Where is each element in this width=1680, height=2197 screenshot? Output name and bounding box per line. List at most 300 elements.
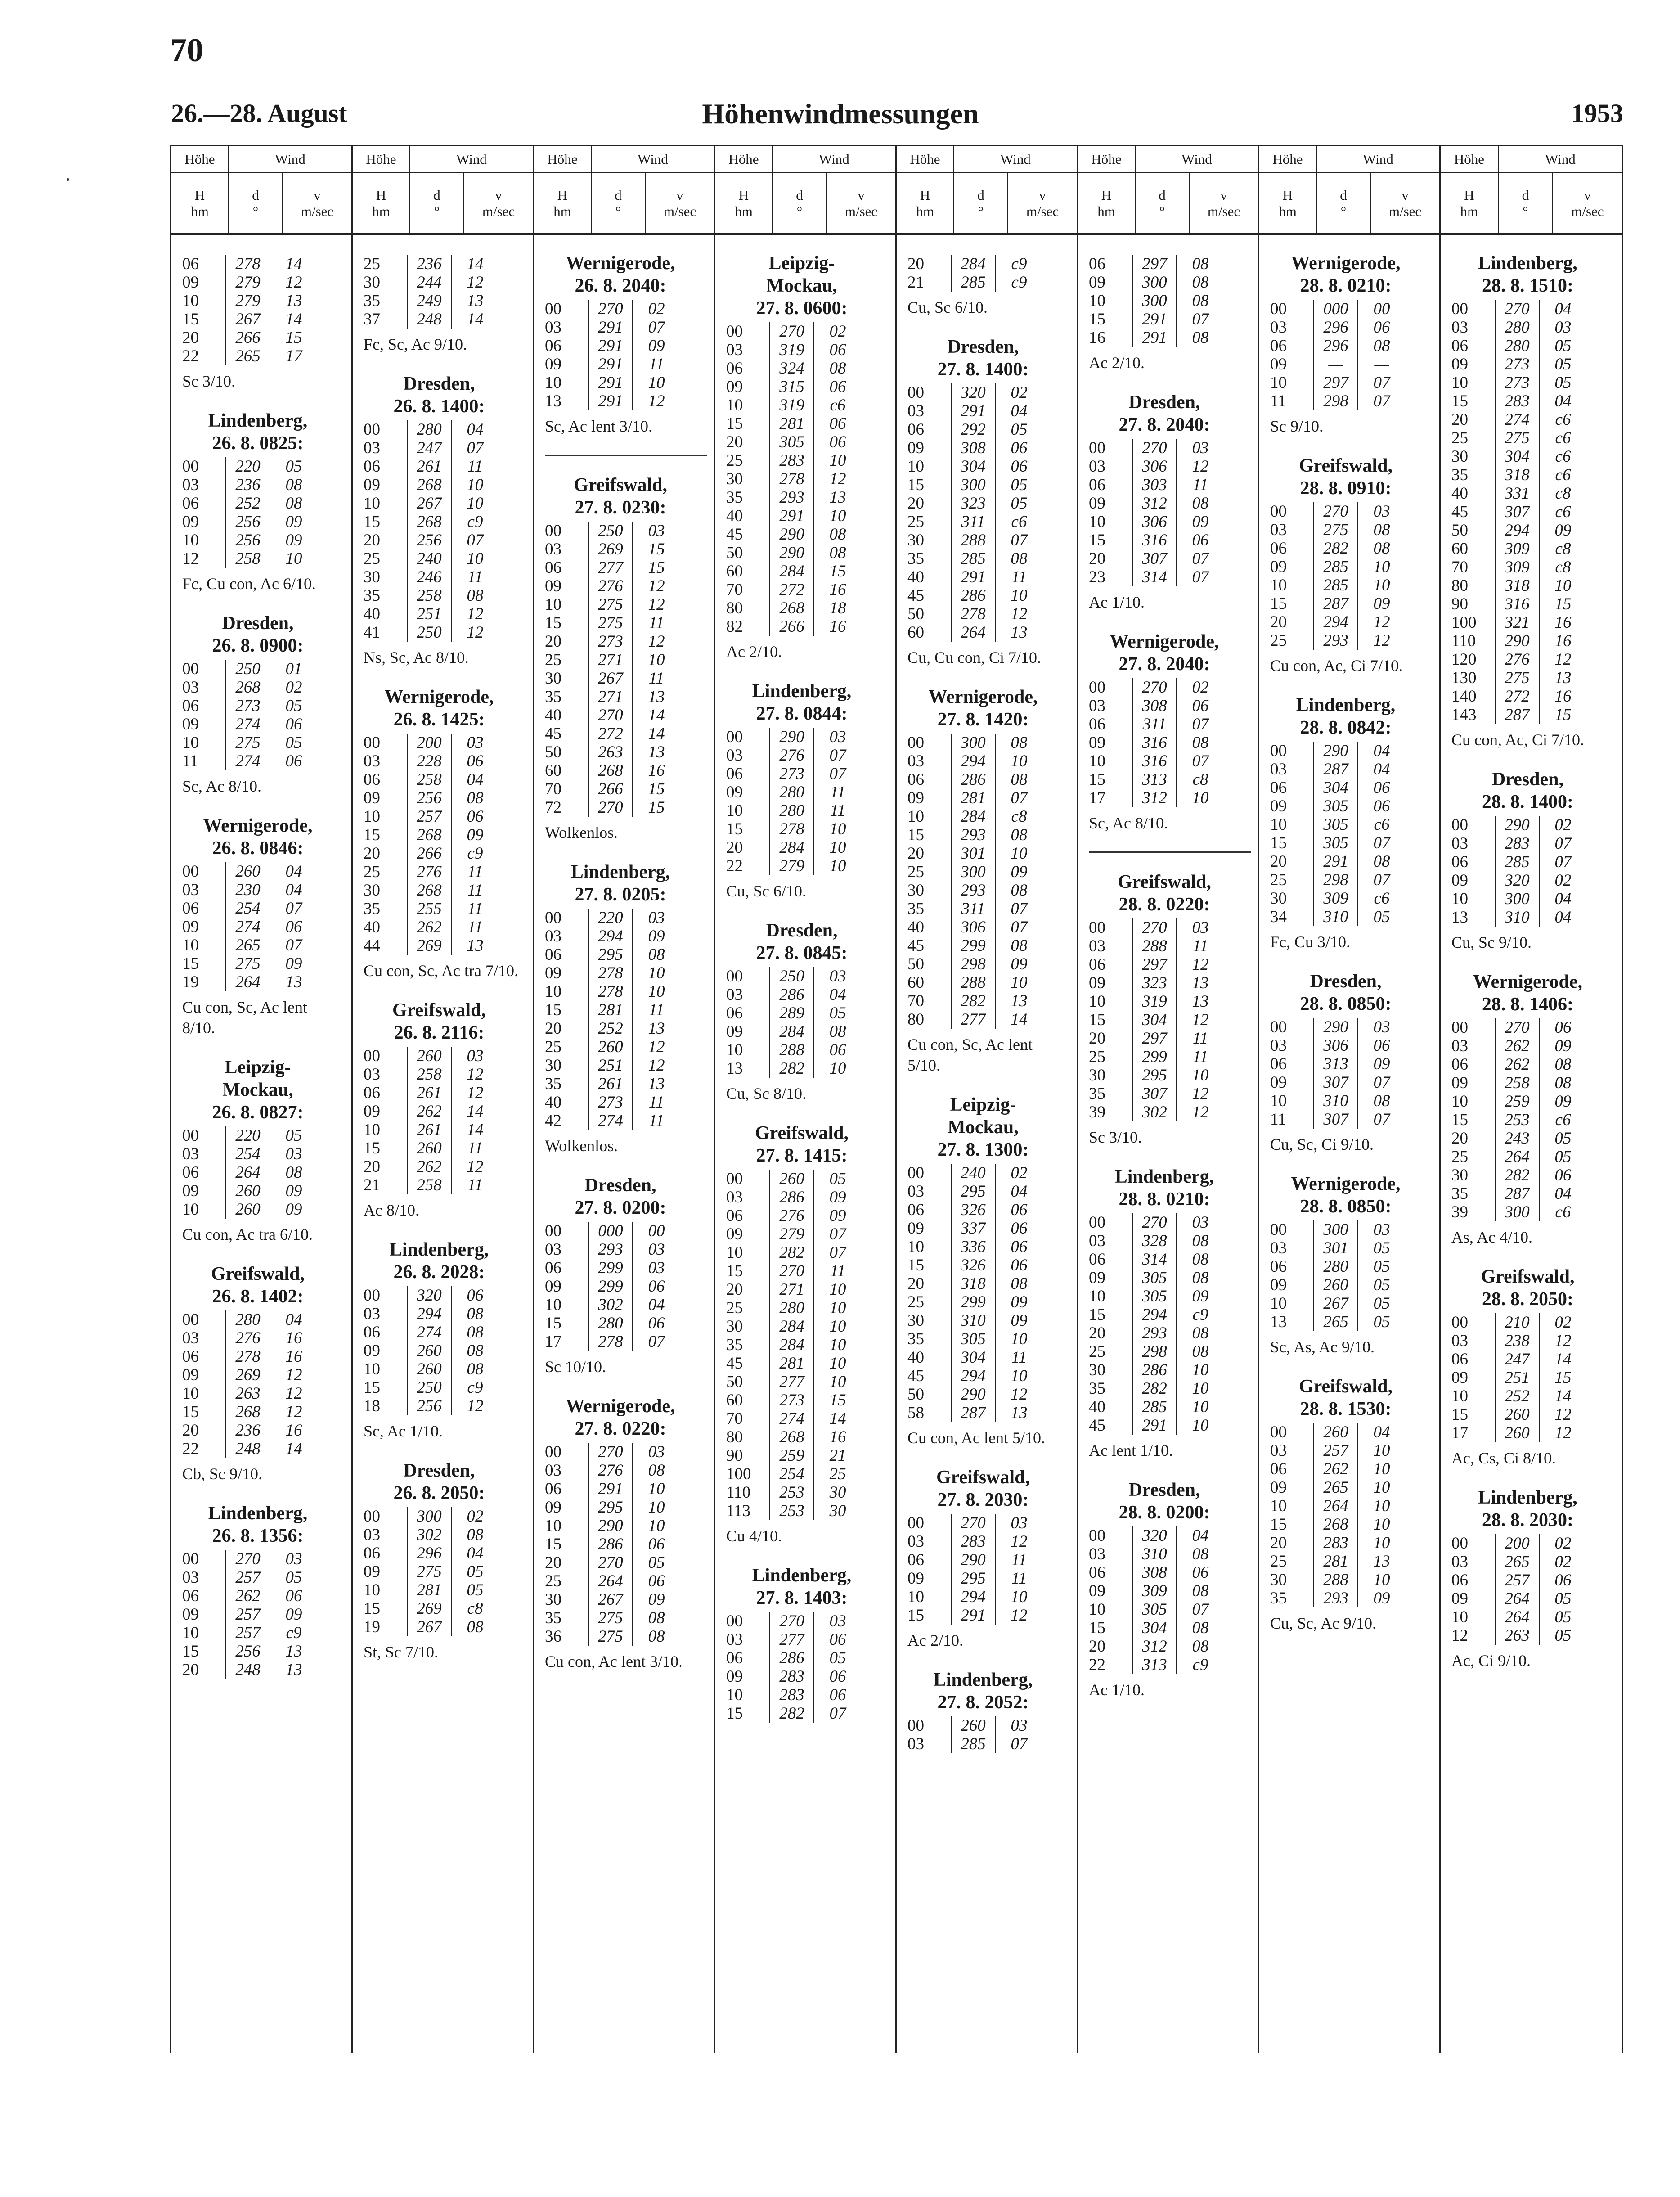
wind-rows: [1089, 255, 1253, 347]
height-value: 09: [545, 1498, 561, 1517]
wind-rows: [1451, 816, 1617, 927]
height-value: 10: [182, 1384, 199, 1403]
height-value: 45: [907, 936, 924, 955]
table-row: [545, 337, 710, 355]
station-block: [182, 410, 347, 594]
direction-value: 275: [225, 734, 270, 752]
table-row: [1089, 715, 1253, 734]
table-row: [907, 586, 1072, 605]
station-title: Leipzig- Mockau, 26. 8. 0827:: [212, 1057, 304, 1123]
height-value: 09: [182, 1366, 199, 1384]
direction-value: 305: [1313, 797, 1358, 815]
station-block: [1270, 1173, 1435, 1357]
table-row: [1089, 1085, 1253, 1103]
direction-value: 260: [225, 1182, 270, 1200]
direction-value: 320: [407, 1286, 452, 1305]
height-value: 15: [545, 1535, 561, 1553]
table-row: [182, 678, 347, 697]
speed-value: 12: [285, 273, 302, 292]
table-row: [1451, 1166, 1617, 1184]
height-unit-header: [1441, 173, 1499, 233]
wind-rows: [907, 383, 1072, 642]
direction-value: 268: [769, 1428, 814, 1446]
height-value: 00: [907, 1716, 924, 1735]
height-value: 09: [1089, 494, 1105, 513]
direction-value: 299: [588, 1277, 633, 1296]
speed-symbol: v: [1401, 187, 1409, 203]
direction-value: 284: [769, 838, 814, 857]
table-row: [907, 1348, 1072, 1367]
direction-value: 287: [1495, 1184, 1540, 1203]
station-title: Lindenberg, 27. 8. 2052:: [933, 1670, 1033, 1713]
speed-value: 03: [648, 1240, 665, 1259]
wind-rows: [182, 660, 347, 770]
height-value: 06: [1089, 476, 1105, 494]
direction-value: 308: [1132, 1563, 1177, 1582]
speed-header: [1008, 173, 1077, 233]
table-row: [726, 1446, 891, 1465]
table-row: [182, 1605, 347, 1624]
wind-header: Wind: [1317, 146, 1439, 173]
speed-value: 07: [1192, 752, 1209, 770]
speed-value: 08: [1192, 1545, 1209, 1563]
table-row: [1270, 631, 1435, 650]
speed-value: 10: [829, 1354, 846, 1373]
table-row: [1089, 1048, 1253, 1066]
table-row: [545, 374, 710, 392]
speed-value: 05: [1373, 1239, 1390, 1257]
speed-value: 05: [285, 1126, 302, 1145]
height-value: 30: [1270, 889, 1287, 908]
height-value: 06: [1089, 255, 1105, 273]
height-value: 00: [1089, 1526, 1105, 1545]
direction-value: 293: [1313, 1589, 1358, 1607]
direction-value: 270: [1495, 1018, 1540, 1037]
speed-value: 08: [1011, 1274, 1028, 1293]
column-body: [534, 235, 714, 1672]
height-value: 40: [1451, 484, 1468, 503]
direction-value: 286: [951, 770, 996, 789]
table-row: [364, 936, 528, 955]
speed-value: 10: [829, 507, 846, 525]
table-row: [1451, 1626, 1617, 1645]
data-column: [534, 145, 715, 2053]
height-value: 03: [182, 476, 199, 494]
speed-value: 09: [1554, 521, 1572, 540]
table-row: [907, 936, 1072, 955]
table-row: [726, 1243, 891, 1262]
table-row: [364, 1599, 528, 1618]
table-row: [726, 857, 891, 875]
height-unit: hm: [553, 203, 571, 219]
table-row: [726, 1612, 891, 1630]
height-value: 10: [364, 1360, 380, 1378]
speed-value: 12: [1192, 1103, 1209, 1121]
speed-value: 05: [1554, 1608, 1572, 1626]
table-row: [182, 734, 347, 752]
height-value: 30: [545, 1056, 561, 1075]
height-value: 30: [1270, 1571, 1287, 1589]
table-row: [1089, 697, 1253, 715]
speed-value: c6: [1555, 1203, 1571, 1221]
table-row: [726, 433, 891, 451]
height-value: 58: [907, 1404, 924, 1422]
speed-value: 05: [829, 1649, 846, 1667]
direction-value: 266: [769, 617, 814, 636]
table-row: [726, 1299, 891, 1317]
height-value: 15: [182, 310, 199, 329]
speed-value: 09: [1373, 1055, 1390, 1073]
speed-value: 08: [1011, 734, 1028, 752]
column-body: [171, 235, 351, 1679]
table-row: [1451, 558, 1617, 576]
table-row: [1270, 1313, 1435, 1331]
direction-value: 257: [225, 1568, 270, 1587]
table-row: [545, 1627, 710, 1646]
table-row: [545, 964, 710, 982]
speed-value: 05: [1554, 1589, 1572, 1608]
station-title: Greifswald, 28. 8. 0220:: [1117, 872, 1212, 915]
direction-value: 230: [225, 881, 270, 899]
height-value: 09: [1451, 1589, 1468, 1608]
station-title: Lindenberg, 26. 8. 0825:: [208, 410, 308, 454]
station-title: Wernigerode, 27. 8. 0220:: [566, 1396, 675, 1439]
direction-value: 300: [407, 1507, 452, 1526]
direction-value: 312: [1132, 789, 1177, 807]
table-row: [907, 402, 1072, 420]
height-value: 10: [1451, 374, 1468, 392]
data-column: [1078, 145, 1259, 2053]
direction-value: 270: [769, 1262, 814, 1280]
table-row: [726, 1667, 891, 1686]
speed-value: c6: [1555, 466, 1571, 484]
height-value: 11: [182, 752, 198, 770]
station-block: [726, 252, 891, 662]
table-row: [182, 1661, 347, 1679]
table-row: [545, 392, 710, 410]
table-row: [1270, 1073, 1435, 1092]
direction-value: 281: [951, 789, 996, 807]
height-value: 11: [1270, 392, 1286, 410]
table-row: [726, 1649, 891, 1667]
table-row: [726, 1170, 891, 1188]
station-title: Dresden, 27. 8. 0845:: [756, 920, 848, 963]
wind-rows: [1451, 1018, 1617, 1221]
direction-value: 275: [588, 1627, 633, 1646]
table-row: [364, 770, 528, 789]
direction-value: 261: [407, 1084, 452, 1102]
wind-rows: [182, 255, 347, 365]
height-value: 03: [545, 1240, 561, 1259]
direction-value: 307: [1313, 1073, 1358, 1092]
direction-value: 318: [951, 1274, 996, 1293]
height-value: 03: [726, 986, 743, 1004]
height-value: 25: [364, 549, 380, 568]
table-row: [1451, 503, 1617, 521]
height-value: 00: [545, 1443, 561, 1461]
direction-value: 260: [1495, 1405, 1540, 1424]
station-block: [907, 1669, 1072, 1753]
height-value: 15: [1089, 1306, 1105, 1324]
speed-value: 08: [1192, 273, 1209, 292]
station-block: [1089, 630, 1253, 833]
speed-value: 13: [1011, 992, 1028, 1010]
speed-value: 09: [1373, 594, 1390, 613]
table-row: [1451, 1037, 1617, 1055]
table-row: [364, 513, 528, 531]
direction-value: 260: [1313, 1423, 1358, 1441]
speed-value: 07: [648, 1333, 665, 1351]
table-row: [726, 986, 891, 1004]
table-row: [545, 1461, 710, 1480]
direction-value: 276: [769, 1207, 814, 1225]
direction-value: 304: [951, 457, 996, 476]
direction-value: 220: [225, 457, 270, 476]
table-row: [907, 1569, 1072, 1588]
speed-value: 11: [648, 1093, 665, 1112]
direction-value: 284: [769, 1022, 814, 1041]
table-row: [1089, 1029, 1253, 1048]
table-row: [1270, 1036, 1435, 1055]
table-row: [364, 476, 528, 494]
speed-value: 16: [648, 761, 665, 780]
direction-value: 313: [1132, 1656, 1177, 1674]
direction-value: 247: [407, 439, 452, 457]
column-header: [534, 145, 714, 235]
height-value: 50: [726, 1373, 743, 1391]
table-row: [726, 1225, 891, 1243]
speed-value: 10: [1373, 576, 1390, 594]
direction-value: 283: [769, 1686, 814, 1704]
speed-header: [283, 173, 351, 233]
speed-value: 03: [1373, 1220, 1390, 1239]
direction-value: 282: [1132, 1379, 1177, 1398]
station-block: [545, 1395, 710, 1672]
station-block: [1270, 970, 1435, 1155]
table-row: [545, 1001, 710, 1019]
table-row: [364, 807, 528, 826]
speed-value: 10: [1373, 558, 1390, 576]
direction-value: 274: [1495, 410, 1540, 429]
speed-value: 05: [1373, 1257, 1390, 1276]
speed-value: 16: [1554, 613, 1572, 632]
direction-unit: °: [1159, 203, 1165, 219]
height-value: 06: [1089, 715, 1105, 734]
cloud-note: Wolkenlos.: [545, 824, 618, 842]
wind-rows: [726, 728, 891, 875]
speed-value: 07: [829, 1225, 846, 1243]
table-row: [545, 1443, 710, 1461]
direction-value: 284: [951, 807, 996, 826]
direction-value: 273: [588, 1093, 633, 1112]
speed-value: 10: [829, 857, 846, 875]
speed-value: 08: [1373, 1092, 1390, 1110]
speed-value: 06: [1011, 457, 1028, 476]
cloud-note: Ac 1/10.: [1089, 593, 1145, 611]
table-row: [1089, 329, 1253, 347]
height-value: 03: [1270, 521, 1287, 539]
height-value: 45: [1089, 1416, 1105, 1435]
height-value: 06: [726, 359, 743, 378]
station-block: [1089, 1166, 1253, 1461]
wind-rows: [1089, 439, 1253, 586]
table-row: [907, 770, 1072, 789]
height-value: 15: [907, 826, 924, 844]
column-body: [1078, 235, 1258, 1700]
speed-value: 03: [1011, 1716, 1028, 1735]
table-row: [1451, 1074, 1617, 1092]
table-row: [545, 1590, 710, 1609]
direction-value: 276: [588, 577, 633, 595]
speed-value: 11: [467, 881, 483, 900]
direction-value: 301: [1313, 1239, 1358, 1257]
speed-value: 16: [1554, 632, 1572, 650]
height-value: 00: [1270, 1423, 1287, 1441]
speed-value: 13: [1373, 1552, 1390, 1571]
speed-value: 10: [648, 651, 665, 669]
table-row: [364, 439, 528, 457]
speed-value: 06: [467, 807, 484, 826]
height-value: 03: [1089, 457, 1105, 476]
direction-value: 266: [588, 780, 633, 798]
table-row: [1089, 494, 1253, 513]
speed-value: 04: [467, 420, 484, 439]
height-value: 06: [1451, 337, 1468, 355]
speed-value: 10: [1373, 1497, 1390, 1515]
direction-value: 291: [588, 337, 633, 355]
height-value: 09: [1451, 871, 1468, 890]
height-value: 00: [1089, 1213, 1105, 1232]
height-unit-header: [534, 173, 592, 233]
table-row: [1270, 779, 1435, 797]
cloud-note: Cu con, Sc, Ac tra 7/10.: [364, 962, 518, 980]
height-value: 35: [1270, 1589, 1287, 1607]
speed-value: 03: [648, 909, 665, 927]
table-row: [726, 765, 891, 783]
direction-value: 304: [1495, 447, 1540, 466]
speed-value: 05: [1373, 1276, 1390, 1294]
direction-value: 256: [407, 789, 452, 807]
wind-header: Wind: [592, 146, 714, 173]
height-value: 15: [1451, 1111, 1468, 1129]
height-value: 60: [726, 1391, 743, 1409]
speed-value: 07: [285, 899, 302, 918]
table-row: [182, 954, 347, 973]
speed-value: 05: [285, 697, 302, 715]
height-value: 10: [726, 1686, 743, 1704]
speed-value: 08: [467, 1526, 484, 1544]
table-row: [545, 1259, 710, 1277]
speed-value: 10: [648, 1480, 665, 1498]
height-value: 30: [726, 1317, 743, 1336]
speed-value: 12: [1192, 1011, 1209, 1029]
table-row: [726, 1059, 891, 1078]
speed-header: [646, 173, 714, 233]
table-row: [1451, 392, 1617, 410]
height-value: 06: [1451, 1571, 1468, 1589]
direction-value: 268: [407, 881, 452, 900]
direction-value: 270: [588, 798, 633, 817]
direction-unit: °: [978, 203, 984, 219]
height-value: 45: [726, 1354, 743, 1373]
height-unit-header: [715, 173, 773, 233]
table-row: [1089, 770, 1253, 789]
direction-value: 290: [951, 1385, 996, 1404]
height-value: 60: [907, 973, 924, 992]
height-value: 20: [545, 1553, 561, 1572]
table-row: [182, 1145, 347, 1163]
speed-value: 06: [467, 752, 484, 770]
table-row: [182, 457, 347, 476]
table-row: [545, 1277, 710, 1296]
column-header: [1441, 145, 1622, 235]
direction-value: 310: [1132, 1545, 1177, 1563]
speed-value: 18: [829, 599, 846, 617]
direction-value: 286: [1132, 1361, 1177, 1379]
speed-value: 07: [1192, 310, 1209, 329]
table-row: [726, 1041, 891, 1059]
direction-value: 274: [769, 1409, 814, 1428]
height-value: 20: [1089, 1029, 1105, 1048]
station-title: Dresden, 26. 8. 0900:: [212, 613, 304, 656]
table-row: [1089, 1619, 1253, 1637]
height-value: 50: [907, 955, 924, 973]
height-value: 13: [1270, 1313, 1287, 1331]
table-row: [545, 1093, 710, 1112]
height-header: Höhe: [1441, 146, 1499, 173]
wind-rows: [182, 1126, 347, 1219]
height-value: 10: [726, 1041, 743, 1059]
cloud-note: Sc 9/10.: [1270, 417, 1324, 435]
table-row: [1451, 1129, 1617, 1148]
direction-value: 295: [1132, 1066, 1177, 1085]
data-column: [897, 145, 1078, 2053]
direction-value: 267: [588, 1590, 633, 1609]
table-row: [1089, 1103, 1253, 1121]
speed-value: 04: [467, 770, 484, 789]
height-value: 06: [364, 770, 380, 789]
table-row: [545, 614, 710, 632]
table-row: [1089, 310, 1253, 329]
direction-value: 278: [588, 982, 633, 1001]
direction-value: 264: [951, 623, 996, 642]
direction-value: 260: [588, 1038, 633, 1056]
speed-header: [1190, 173, 1258, 233]
speed-value: —: [1374, 355, 1389, 374]
speed-value: 05: [1011, 420, 1028, 439]
direction-value: 297: [1132, 255, 1177, 273]
speed-value: 08: [285, 494, 302, 513]
height-value: 30: [1451, 447, 1468, 466]
direction-value: 287: [951, 1404, 996, 1422]
table-row: [1089, 955, 1253, 974]
cloud-note: Cu con, Sc, Ac lent 8/10.: [182, 998, 307, 1037]
wind-rows: [1451, 300, 1617, 724]
speed-value: 10: [648, 982, 665, 1001]
speed-value: 04: [1554, 392, 1572, 410]
direction-header: [592, 173, 646, 233]
speed-value: 15: [648, 798, 665, 817]
direction-value: 296: [1313, 318, 1358, 337]
table-row: [364, 310, 528, 329]
speed-value: 08: [1011, 770, 1028, 789]
direction-value: 306: [1313, 1036, 1358, 1055]
speed-value: 11: [1011, 1348, 1027, 1367]
table-row: [907, 734, 1072, 752]
speed-value: c6: [1011, 513, 1027, 531]
table-row: [182, 936, 347, 954]
height-value: 70: [1451, 558, 1468, 576]
